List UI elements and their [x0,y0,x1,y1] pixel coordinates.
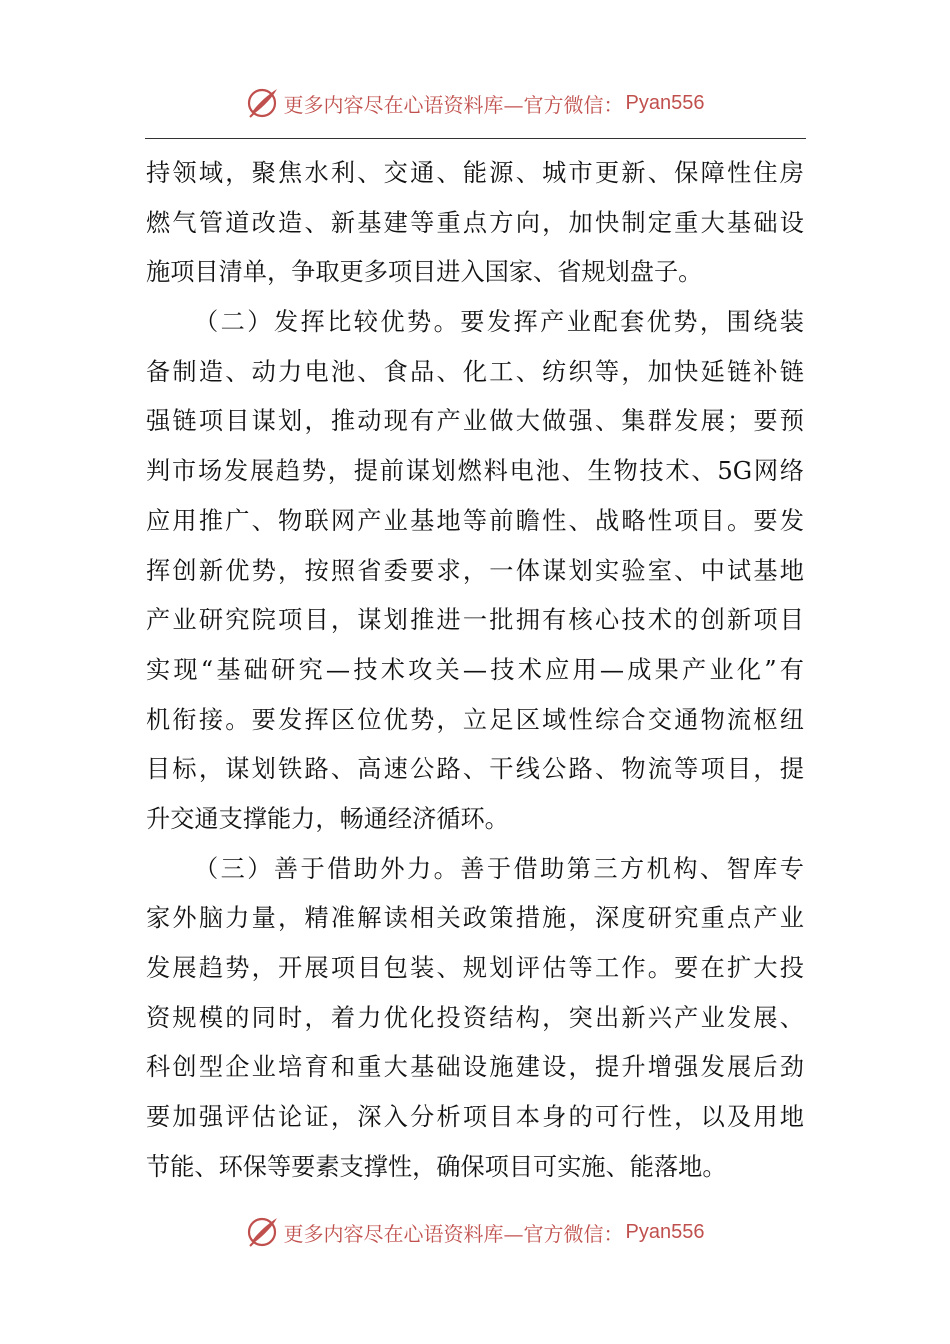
body-line: （二）发挥比较优势。要发挥产业配套优势，围绕装 [194,308,804,337]
body-line: 持领域，聚焦水利、交通、能源、城市更新、保障性住房 [146,159,804,187]
body-line: 应用推广、物联网产业基地等前瞻性、战略性项目。要发 [146,506,804,535]
body-line: 备制造、动力电池、食品、化工、纺织等，加快延链补链 [146,357,804,386]
document-body [146,149,804,1192]
body-line: 要加强评估论证，深入分析项目本身的可行性，以及用地 [146,1103,804,1132]
body-line: 目标，谋划铁路、高速公路、干线公路、物流等项目，提 [146,755,804,784]
footer-watermark [0,1212,950,1252]
body-line: 判市场发展趋势，提前谋划燃料电池、生物技术、5G网络 [146,457,804,486]
body-line: 升交通支撑能力，畅通经济循环。 [146,804,509,833]
header-watermark [0,83,950,123]
quill-logo-icon [246,86,280,120]
body-line: 发展趋势，开展项目包装、规划评估等工作。要在扩大投 [146,954,804,982]
body-line: 节能、环保等要素支撑性，确保项目可实施、能落地。 [146,1152,727,1181]
body-line: 资规模的同时，着力优化投资结构，突出新兴产业发展、 [146,1003,804,1032]
body-line: （三）善于借助外力。善于借助第三方机构、智库专 [194,854,804,883]
body-line: 产业研究院项目，谋划推进一批拥有核心技术的创新项目 [146,606,804,635]
body-line: 科创型企业培育和重大基础设施建设，提升增强发展后劲 [146,1053,804,1082]
body-line: 实现“基础研究—技术攻关—技术应用—成果产业化”有 [146,655,804,684]
body-line: 挥创新优势，按照省委要求，一体谋划实验室、中试基地 [146,556,804,585]
watermark-wechat-id: Pyan556 [625,91,705,114]
quill-logo-icon [246,1215,280,1249]
watermark-text: 更多内容尽在心语资料库—官方微信： [283,1221,624,1246]
watermark-text: 更多内容尽在心语资料库—官方微信： [283,92,624,117]
body-line: 施项目清单，争取更多项目进入国家、省规划盘子。 [146,258,703,287]
body-line: 燃气管道改造、新基建等重点方向，加快制定重大基础设 [146,208,804,237]
body-line: 机衔接。要发挥区位优势，立足区域性综合交通物流枢纽 [146,705,804,734]
body-line: 家外脑力量，精准解读相关政策措施，深度研究重点产业 [146,904,804,933]
body-line: 强链项目谋划，推动现有产业做大做强、集群发展；要预 [146,407,804,436]
header-divider [145,138,806,139]
watermark-wechat-id: Pyan556 [625,1220,705,1243]
